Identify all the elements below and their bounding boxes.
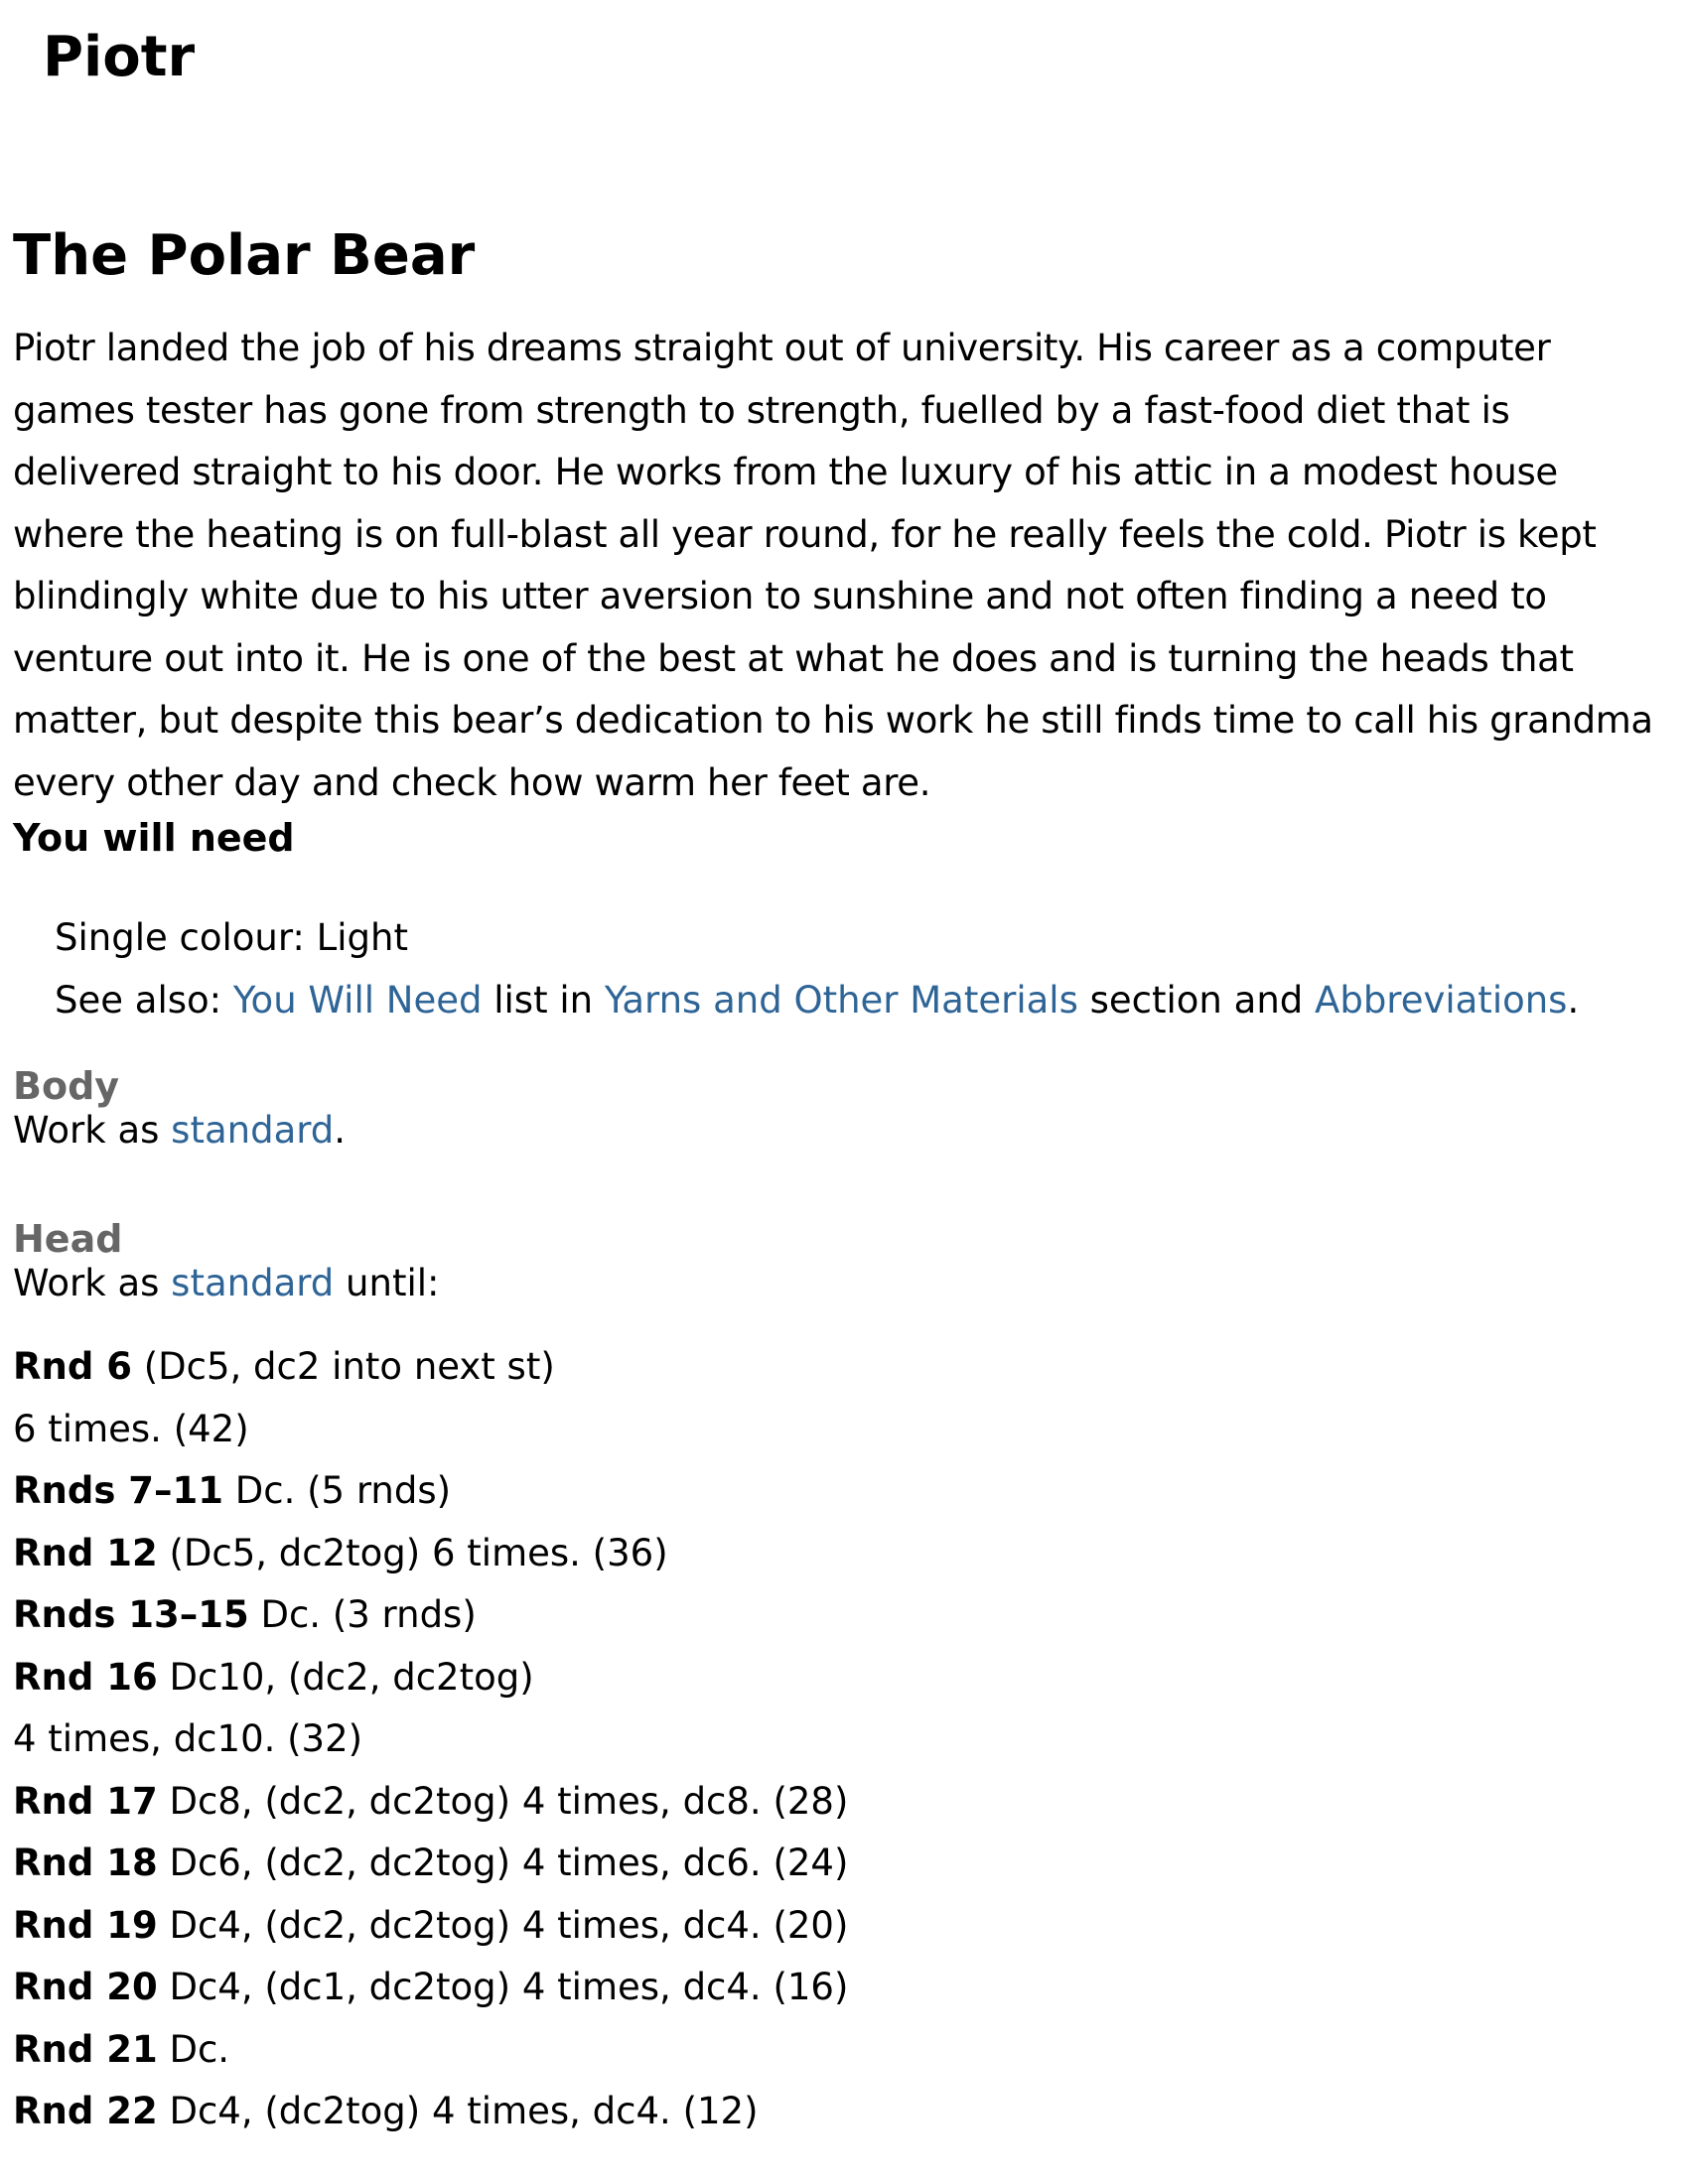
abbreviations-link[interactable]: Abbreviations <box>1315 978 1568 1022</box>
head-suffix: until: <box>334 1262 440 1304</box>
period-text: . <box>1567 978 1580 1022</box>
see-also-line <box>55 970 1579 1032</box>
running-title: Piotr <box>43 25 196 89</box>
round-line <box>13 1895 848 1958</box>
round-text: Dc4, (dc2tog) 4 times, dc4. (12) <box>157 2090 759 2132</box>
round-line <box>13 1460 848 1523</box>
body-standard-link[interactable]: standard <box>171 1109 335 1152</box>
see-also-prefix: See also: <box>55 978 233 1022</box>
round-line <box>13 1336 848 1399</box>
page-title: The Polar Bear <box>13 223 476 288</box>
head-standard-link[interactable]: standard <box>171 1262 335 1304</box>
round-label: Rnds 7–11 <box>13 1469 223 1512</box>
you-will-need-link[interactable]: You Will Need <box>232 978 483 1022</box>
intro-paragraph: Piotr landed the job of his dreams straight out of university. His career as a computer games tester has gone from strength to strength, fuelled by a fast-food diet that is delivered straight to his door. He works from the luxury of his attic in a modest house where the heating is on full-blast all year round, for he really feels the cold. Piotr is kept blindingly white due to his utter aversion to sunshine and not often finding a need to venture out into it. He is one of the best at what he does and is turning the heads that matter, but despite this bear’s dedication to his work he still finds time to call his grandma every other day and check how warm her feet are. <box>13 327 1653 804</box>
body-heading: Body <box>13 1064 120 1108</box>
round-text: Dc4, (dc1, dc2tog) 4 times, dc4. (16) <box>157 1966 849 2008</box>
round-text: Dc10, (dc2, dc2tog) <box>157 1655 534 1699</box>
round-label: Rnd 16 <box>13 1655 158 1699</box>
round-label: Rnd 6 <box>13 1345 132 1388</box>
body-instruction <box>13 1100 346 1162</box>
round-text: 4 times, dc10. (32) <box>13 1717 363 1760</box>
round-label: Rnd 19 <box>13 1903 158 1947</box>
materials-block <box>55 907 1579 1031</box>
round-line <box>13 1957 848 2019</box>
round-text: Dc4, (dc2, dc2tog) 4 times, dc4. (20) <box>157 1903 849 1947</box>
round-text: Dc. <box>157 2027 230 2071</box>
round-label: Rnd 18 <box>13 1842 158 1884</box>
body-suffix: . <box>334 1109 347 1152</box>
head-instruction <box>13 1253 440 1315</box>
round-text: Dc6, (dc2, dc2tog) 4 times, dc6. (24) <box>157 1842 849 1884</box>
round-text: Dc. (3 rnds) <box>248 1593 477 1636</box>
section-and-text: section and <box>1077 978 1316 1022</box>
round-line <box>13 1647 848 1709</box>
head-heading: Head <box>13 1217 123 1261</box>
body-prefix: Work as <box>13 1109 172 1152</box>
round-line <box>13 1523 848 1585</box>
rounds-list <box>13 1336 848 2143</box>
round-label: Rnds 13–15 <box>13 1593 249 1636</box>
round-text: (Dc5, dc2tog) 6 times. (36) <box>157 1531 668 1574</box>
round-line <box>13 2081 848 2143</box>
round-label: Rnd 17 <box>13 1779 158 1823</box>
list-in-text: list in <box>482 978 605 1022</box>
round-line <box>13 2019 848 2082</box>
colour-line: Single colour: Light <box>55 916 408 959</box>
round-line <box>13 1708 848 1771</box>
round-label: Rnd 21 <box>13 2027 158 2071</box>
head-prefix: Work as <box>13 1262 172 1304</box>
round-text: (Dc5, dc2 into next st) <box>131 1345 555 1388</box>
round-line <box>13 1771 848 1834</box>
round-line <box>13 1833 848 1895</box>
round-label: Rnd 20 <box>13 1966 158 2008</box>
round-text: Dc. (5 rnds) <box>222 1469 452 1512</box>
round-text: Dc8, (dc2, dc2tog) 4 times, dc8. (28) <box>157 1779 849 1823</box>
round-text: 6 times. (42) <box>13 1407 249 1450</box>
round-line <box>13 1399 848 1461</box>
round-line <box>13 1584 848 1647</box>
round-label: Rnd 22 <box>13 2090 158 2132</box>
yarns-and-materials-link[interactable]: Yarns and Other Materials <box>604 978 1078 1022</box>
you-will-need-heading: You will need <box>13 816 295 860</box>
round-label: Rnd 12 <box>13 1531 158 1574</box>
